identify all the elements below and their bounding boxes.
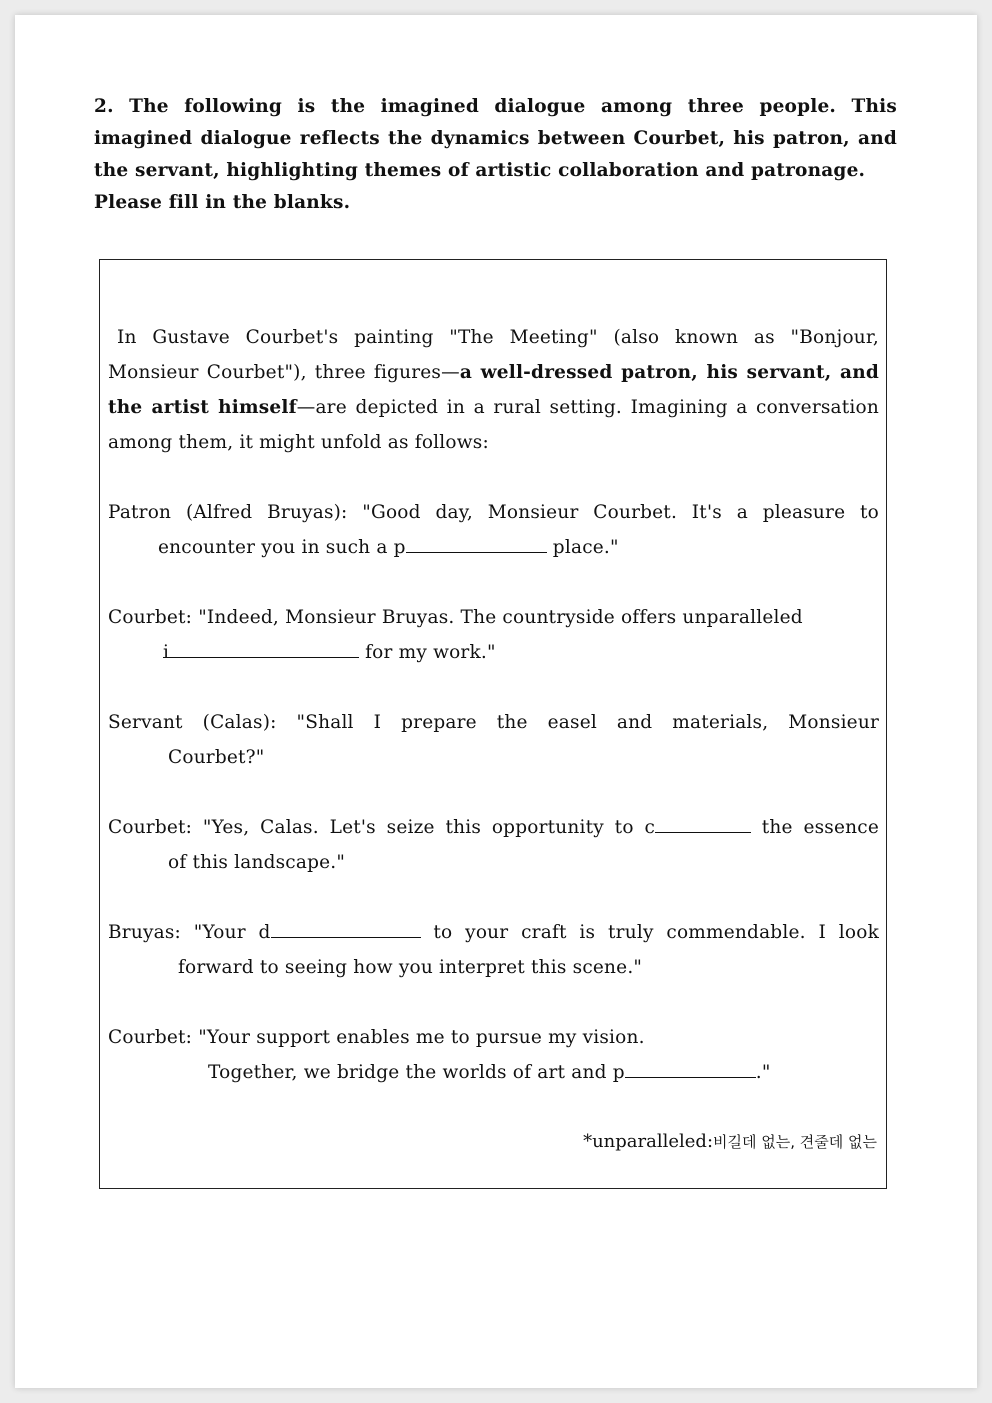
dialogue-text: Patron (Alfred Bruyas): "Good day, Monsieur Courbet. It's a pleasure to xyxy=(108,502,879,523)
footnote-term: *unparalleled: xyxy=(583,1131,714,1152)
dialogue-text: Courbet: "Your support enables me to pursue my vision. xyxy=(108,1027,645,1048)
passage-content xyxy=(108,320,879,1090)
fill-blank[interactable] xyxy=(655,810,751,833)
dialogue-text: Courbet?" xyxy=(168,747,265,768)
dialogue-text: ." xyxy=(755,1062,771,1083)
fill-blank[interactable] xyxy=(163,635,359,663)
intro-text-2: —are depicted in a rural setting. Imagining a conversation among them, it might unfold as follows: xyxy=(108,397,879,453)
question-instruction: Please fill in the blanks. xyxy=(94,192,351,213)
dialogue-text: Together, we bridge the worlds of art and p xyxy=(208,1062,625,1083)
dialogue-text: Courbet: "Indeed, Monsieur Bruyas. The countryside offers unparalleled xyxy=(108,607,803,628)
dialogue-line-patron xyxy=(108,495,879,565)
worksheet-page xyxy=(15,15,977,1388)
dialogue-line-bruyas xyxy=(108,915,879,985)
dialogue-text: Courbet: "Yes, Calas. Let's seize this opportunity to c xyxy=(108,817,655,838)
dialogue-text: encounter you in such a p xyxy=(158,537,406,558)
footnote-meaning: 비길데 없는, 견줄데 없는 xyxy=(713,1133,877,1151)
intro-bold-text: a well-dressed patron, his servant, and the artist himself xyxy=(108,362,879,418)
dialogue-text: for my work." xyxy=(359,642,496,663)
dialogue-line-courbet-2 xyxy=(108,810,879,880)
dialogue-text: to your craft is truly commendable. I look xyxy=(420,922,879,943)
passage-box xyxy=(99,259,887,1189)
dialogue-text: place." xyxy=(546,537,619,558)
question-block xyxy=(94,91,897,219)
dialogue-text: of this landscape." xyxy=(168,852,346,873)
dialogue-text: forward to seeing how you interpret this scene." xyxy=(178,957,643,978)
question-text: 2. The following is the imagined dialogue among three people. This imagined dialogue reflects the dynamics between Courbet, his patron, and the servant, highlighting themes of artistic collaboration and patronage. xyxy=(94,96,897,181)
intro-paragraph xyxy=(108,320,879,460)
dialogue-line-servant xyxy=(108,705,879,775)
footnote xyxy=(583,1128,877,1156)
fill-blank[interactable] xyxy=(271,915,421,938)
blank-first-letter: i xyxy=(163,642,170,663)
intro-text-1: In Gustave Courbet's painting "The Meeting" (also known as "Bonjour, Monsieur Courbet"), three figures— xyxy=(108,327,879,383)
dialogue-text: the essence xyxy=(751,817,879,838)
dialogue-line-courbet-1 xyxy=(108,600,879,670)
dialogue-text: Servant (Calas): "Shall I prepare the easel and materials, Monsieur xyxy=(108,712,879,733)
fill-blank[interactable] xyxy=(406,530,547,553)
dialogue-text: Bruyas: "Your d xyxy=(108,922,271,943)
fill-blank[interactable] xyxy=(625,1055,756,1078)
dialogue-line-courbet-3 xyxy=(108,1020,879,1090)
